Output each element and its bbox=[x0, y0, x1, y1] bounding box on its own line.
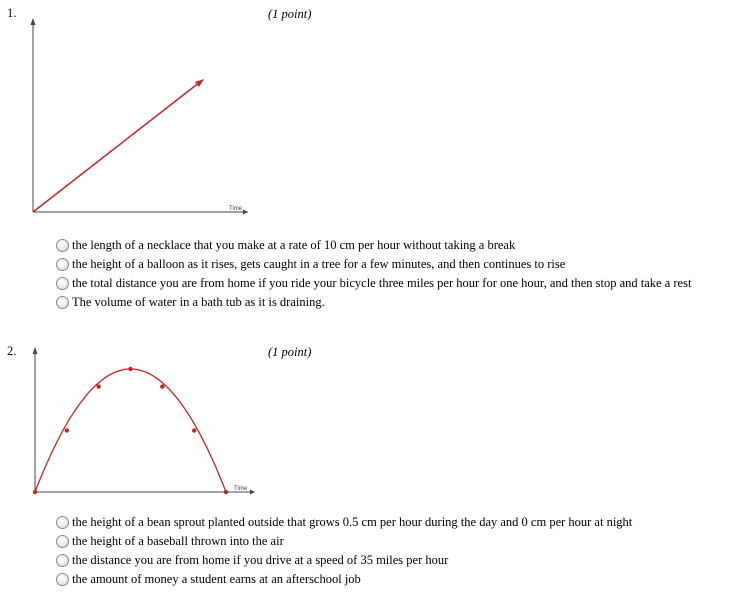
option-label: the height of a bean sprout planted outside that grows 0.5 cm per hour during the day and 0 cm per hour at night bbox=[72, 515, 633, 529]
question-2-option-b[interactable] bbox=[56, 532, 632, 551]
option-label: the height of a balloon as it rises, gets caught in a tree for a few minutes, and then continues to rise bbox=[72, 257, 566, 271]
question-2-graph bbox=[0, 0, 270, 600]
question-2-option-d[interactable] bbox=[56, 570, 632, 589]
data-point bbox=[33, 490, 37, 494]
option-label: the amount of money a student earns at an afterschool job bbox=[72, 572, 361, 586]
radio-button[interactable] bbox=[56, 516, 69, 529]
radio-button[interactable] bbox=[56, 535, 69, 548]
question-2-options bbox=[56, 513, 632, 589]
data-point bbox=[65, 428, 69, 432]
question-2-option-a[interactable] bbox=[56, 513, 632, 532]
option-label: the distance you are from home if you drive at a speed of 35 miles per hour bbox=[72, 553, 449, 567]
x-axis-label: Time bbox=[234, 486, 248, 492]
x-axis-arrow bbox=[250, 490, 255, 495]
option-label: The volume of water in a bath tub as it is draining. bbox=[72, 295, 325, 309]
option-label: the total distance you are from home if you ride your bicycle three miles per hour for one hour, and then stop and take a rest bbox=[72, 276, 692, 290]
question-1-points: (1 point) bbox=[268, 7, 312, 21]
question-2-points: (1 point) bbox=[268, 345, 312, 359]
x-axis-label: Time bbox=[229, 206, 243, 212]
data-point bbox=[96, 384, 100, 388]
data-point bbox=[192, 428, 196, 432]
data-point bbox=[224, 490, 228, 494]
question-1-number: 1. bbox=[7, 6, 17, 20]
y-axis-arrow bbox=[33, 347, 38, 354]
radio-button[interactable] bbox=[56, 573, 69, 586]
question-2-option-c[interactable] bbox=[56, 551, 632, 570]
radio-button[interactable] bbox=[56, 554, 69, 567]
series-curve bbox=[35, 369, 226, 492]
data-point bbox=[160, 384, 164, 388]
parabola-series bbox=[33, 367, 228, 494]
data-point bbox=[128, 367, 132, 371]
option-label: the height of a baseball thrown into the air bbox=[72, 534, 284, 548]
option-label: the length of a necklace that you make at a rate of 10 cm per hour without taking a break bbox=[72, 238, 516, 252]
question-2-number: 2. bbox=[7, 344, 17, 358]
